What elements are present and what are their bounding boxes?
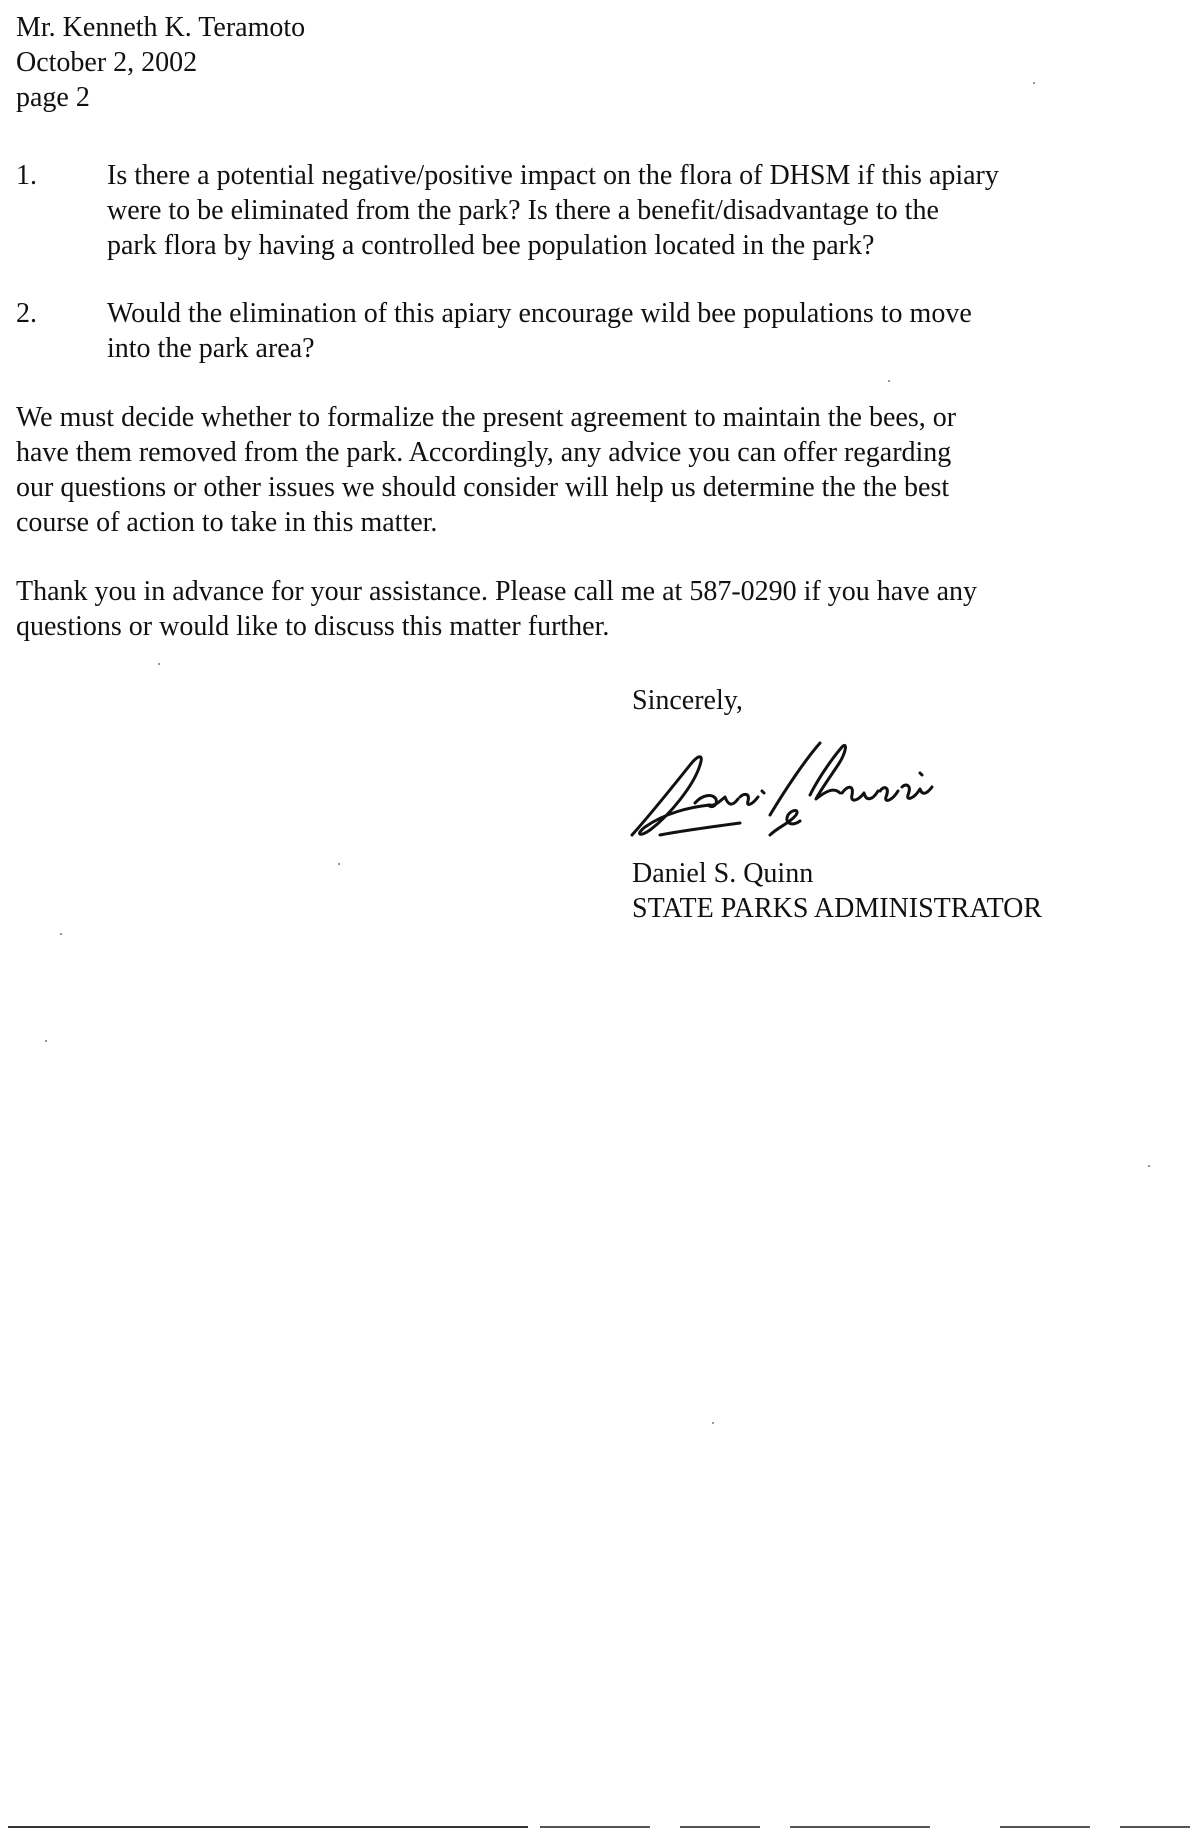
bottom-divider (1120, 1826, 1190, 1828)
signatory-title: STATE PARKS ADMINISTRATOR (632, 893, 1043, 924)
decision-line-2: have them removed from the park. Accordingly, any advice you can offer regarding (16, 437, 952, 468)
bottom-divider (8, 1826, 528, 1828)
handwritten-signature (620, 735, 980, 845)
thanks-paragraph (16, 574, 1176, 644)
scan-speck (45, 1040, 47, 1042)
question-2-line-1: Would the elimination of this apiary encourage wild bee populations to move (107, 298, 972, 329)
scan-speck (60, 933, 62, 935)
decision-paragraph (16, 400, 1176, 540)
recipient-name: Mr. Kenneth K. Teramoto (16, 12, 306, 43)
thanks-line-2: questions or would like to discuss this matter further. (16, 611, 610, 642)
question-2-number: 2. (16, 298, 37, 329)
decision-line-3: our questions or other issues we should consider will help us determine the the best (16, 472, 950, 503)
scan-speck (1033, 82, 1035, 84)
closing-salutation: Sincerely, (632, 685, 743, 716)
bottom-divider (790, 1826, 930, 1828)
bottom-divider (540, 1826, 650, 1828)
question-1-line-2: were to be eliminated from the park? Is there a benefit/disadvantage to the (107, 195, 939, 226)
decision-line-1: We must decide whether to formalize the present agreement to maintain the bees, or (16, 402, 957, 433)
question-1-line-1: Is there a potential negative/positive impact on the flora of DHSM if this apiary (107, 160, 999, 191)
scan-speck (338, 863, 340, 865)
bottom-divider (1000, 1826, 1090, 1828)
scan-speck (158, 663, 160, 665)
scan-speck (712, 1422, 714, 1424)
question-1-number: 1. (16, 160, 37, 191)
scan-speck (888, 380, 890, 382)
letter-date: October 2, 2002 (16, 47, 198, 78)
question-1-text (107, 158, 1187, 263)
thanks-line-1: Thank you in advance for your assistance. Please call me at 587-0290 if you have any (16, 576, 978, 607)
signatory-name: Daniel S. Quinn (632, 858, 814, 889)
bottom-divider (680, 1826, 760, 1828)
question-2-line-2: into the park area? (107, 333, 315, 364)
scan-speck (1148, 1165, 1150, 1167)
question-1-line-3: park flora by having a controlled bee population located in the park? (107, 230, 875, 261)
decision-line-4: course of action to take in this matter. (16, 507, 438, 538)
question-2-text (107, 296, 1187, 366)
page-number: page 2 (16, 82, 90, 113)
